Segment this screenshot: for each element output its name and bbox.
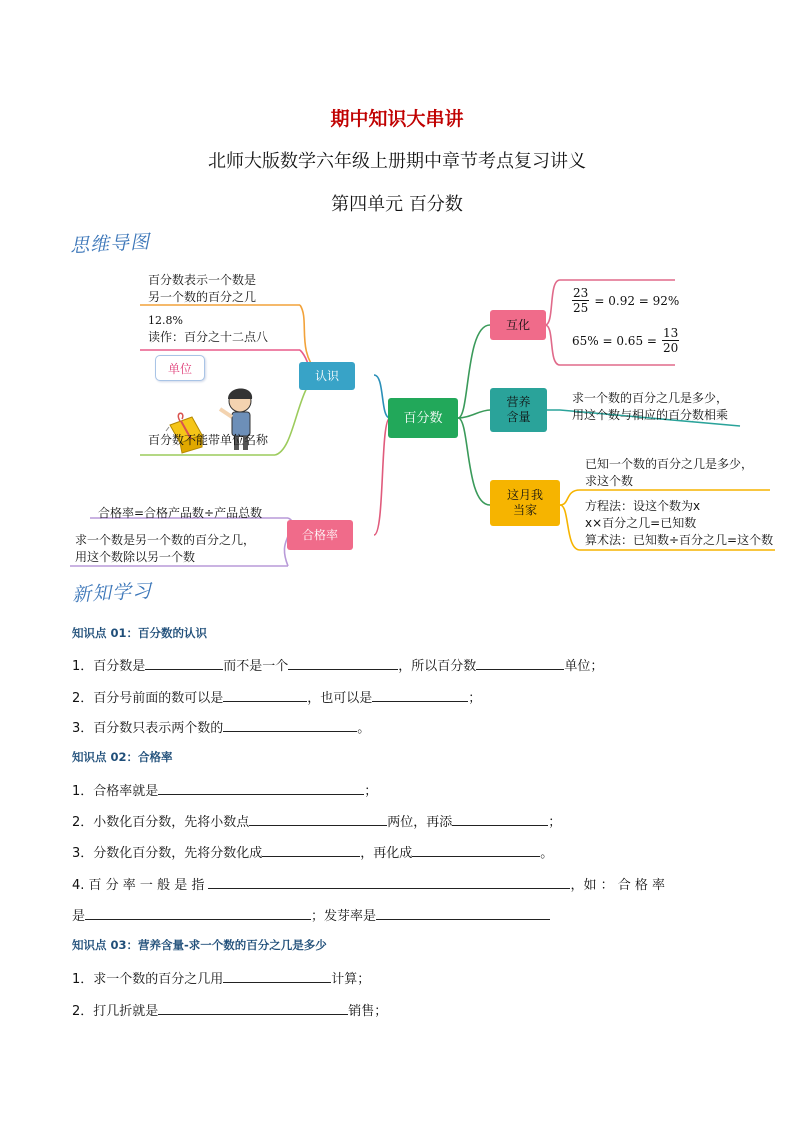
find-methods	[585, 498, 773, 549]
interchange-formula-2	[572, 326, 679, 355]
answer-blank[interactable]	[145, 656, 223, 670]
q-text: 1．百分数是	[72, 659, 146, 674]
answer-blank[interactable]	[412, 843, 540, 857]
interchange-node-label: 互化	[505, 317, 530, 332]
q-text: 而不是一个	[223, 659, 289, 674]
q-text: 是	[72, 909, 86, 924]
q-text: 销售；	[348, 1004, 388, 1019]
document-subtitle: 北师大版数学六年级上册期中章节考点复习讲义	[208, 151, 586, 172]
document-title: 期中知识大串讲	[330, 108, 464, 130]
recognize-def-line1: 百分数表示一个数是	[148, 273, 257, 287]
center-node	[388, 398, 458, 438]
unit-title: 第四单元 百分数	[331, 194, 463, 215]
kp03-question-2	[72, 1000, 387, 1019]
pass-rate-text-line1: 求一个数是另一个数的百分之几，	[75, 533, 256, 547]
answer-blank[interactable]	[376, 906, 550, 920]
formula-2-left: 65% = 0.65 =	[572, 334, 657, 348]
answer-blank[interactable]	[223, 969, 331, 983]
q-text: 单位；	[564, 659, 604, 674]
mindmap-section-heading: 思维导图	[69, 230, 151, 258]
fraction-numerator: 23	[573, 286, 589, 300]
kp01-question-1	[72, 655, 603, 674]
answer-blank[interactable]	[158, 1001, 348, 1015]
answer-blank[interactable]	[476, 656, 564, 670]
knowledge-point-02-heading: 知识点 02：合格率	[72, 750, 173, 764]
q-text: 4. 百 分 率 一 般 是 指	[72, 878, 205, 893]
nutrition-label-line2: 含量	[506, 410, 531, 424]
q-text: ，所以百分数	[398, 659, 477, 674]
nutrition-label-line1: 营养	[506, 395, 531, 409]
answer-blank[interactable]	[223, 688, 307, 702]
fraction-numerator: 13	[663, 326, 679, 340]
find-description	[585, 456, 753, 490]
answer-blank[interactable]	[288, 656, 398, 670]
recognize-definition	[148, 272, 256, 306]
answer-blank[interactable]	[223, 718, 357, 732]
kp02-question-1	[72, 780, 377, 799]
q-text: 1．合格率就是	[72, 784, 159, 799]
kp02-question-4-cont	[72, 905, 550, 924]
find-text-line1: 已知一个数的百分之几是多少，	[585, 457, 754, 471]
q-text: ，再化成	[360, 846, 413, 861]
kp01-question-2	[72, 687, 481, 706]
q-text: 1．求一个数的百分之几用	[72, 972, 224, 987]
answer-blank[interactable]	[208, 875, 570, 889]
q-text: 。	[357, 721, 371, 736]
example-reading: 读作：百分之十二点八	[148, 330, 269, 344]
fraction-13-20	[662, 326, 679, 355]
q-text: 2．百分号前面的数可以是	[72, 691, 224, 706]
find-node	[490, 480, 560, 526]
recognize-def-line2: 另一个数的百分之几	[148, 290, 257, 304]
pass-rate-formula: 合格率=合格产品数÷产品总数	[98, 506, 263, 520]
nutrition-text-line1: 求一个数的百分之几是多少，	[572, 391, 729, 405]
kp03-question-1	[72, 968, 370, 987]
interchange-formula-1	[572, 286, 679, 315]
fraction-denominator: 25	[573, 301, 589, 315]
recognize-no-unit: 百分数不能带单位名称	[148, 433, 269, 447]
center-node-label: 百分数	[403, 410, 443, 426]
interchange-node	[490, 310, 546, 340]
new-knowledge-heading: 新知学习	[71, 579, 153, 607]
find-text-line2: 求这个数	[585, 474, 634, 488]
answer-blank[interactable]	[262, 843, 360, 857]
kp02-question-3	[72, 842, 553, 861]
q-text: ，也可以是	[307, 691, 373, 706]
find-label-line2: 当家	[512, 503, 537, 517]
answer-blank[interactable]	[372, 688, 468, 702]
answer-blank[interactable]	[249, 812, 387, 826]
pass-rate-text	[75, 532, 255, 566]
equation-method-line1: 方程法：设这个数为x	[585, 499, 701, 513]
answer-blank[interactable]	[85, 906, 311, 920]
knowledge-point-03-heading: 知识点 03：营养含量-求一个数的百分之几是多少	[72, 938, 327, 952]
nutrition-text-line2: 用这个数与相应的百分数相乘	[572, 408, 729, 422]
q-text: ；	[548, 815, 562, 830]
example-value: 12.8%	[148, 314, 183, 327]
unit-callout-label: 单位	[167, 361, 192, 376]
fraction-denominator: 20	[663, 341, 679, 355]
recognize-node-label: 认识	[314, 368, 339, 383]
q-text: 2．小数化百分数，先将小数点	[72, 815, 250, 830]
kp01-question-3	[72, 717, 370, 736]
equation-method-line2: x×百分之几=已知数	[585, 516, 697, 530]
formula-1-rest: = 0.92 = 92%	[594, 294, 680, 308]
q-text: ；	[364, 784, 378, 799]
q-text: ，如 ： 合 格 率	[570, 878, 666, 893]
q-text: 3．百分数只表示两个数的	[72, 721, 224, 736]
kp02-question-4	[72, 874, 665, 893]
kp02-question-2	[72, 811, 561, 830]
q-text: ；	[468, 691, 482, 706]
q-text: 计算；	[331, 972, 371, 987]
answer-blank[interactable]	[452, 812, 548, 826]
pass-rate-text-line2: 用这个数除以另一个数	[75, 550, 196, 564]
fraction-23-25	[572, 286, 589, 315]
recognize-example	[148, 312, 268, 346]
q-text: ；发芽率是	[311, 909, 377, 924]
q-text: 2．打几折就是	[72, 1004, 159, 1019]
q-text: 3．分数化百分数，先将分数化成	[72, 846, 263, 861]
unit-callout	[155, 355, 205, 381]
q-text: 两位，再添	[387, 815, 453, 830]
q-text: 。	[540, 846, 554, 861]
arithmetic-method: 算术法：已知数÷百分之几=这个数	[585, 533, 774, 547]
nutrition-text	[572, 390, 728, 424]
pass-rate-node	[287, 520, 353, 550]
recognize-node	[299, 362, 355, 390]
find-label-line1: 这月我	[506, 488, 543, 502]
nutrition-node	[490, 388, 547, 432]
pass-rate-node-label: 合格率	[301, 527, 338, 542]
answer-blank[interactable]	[158, 781, 364, 795]
knowledge-point-01-heading: 知识点 01：百分数的认识	[72, 626, 208, 640]
